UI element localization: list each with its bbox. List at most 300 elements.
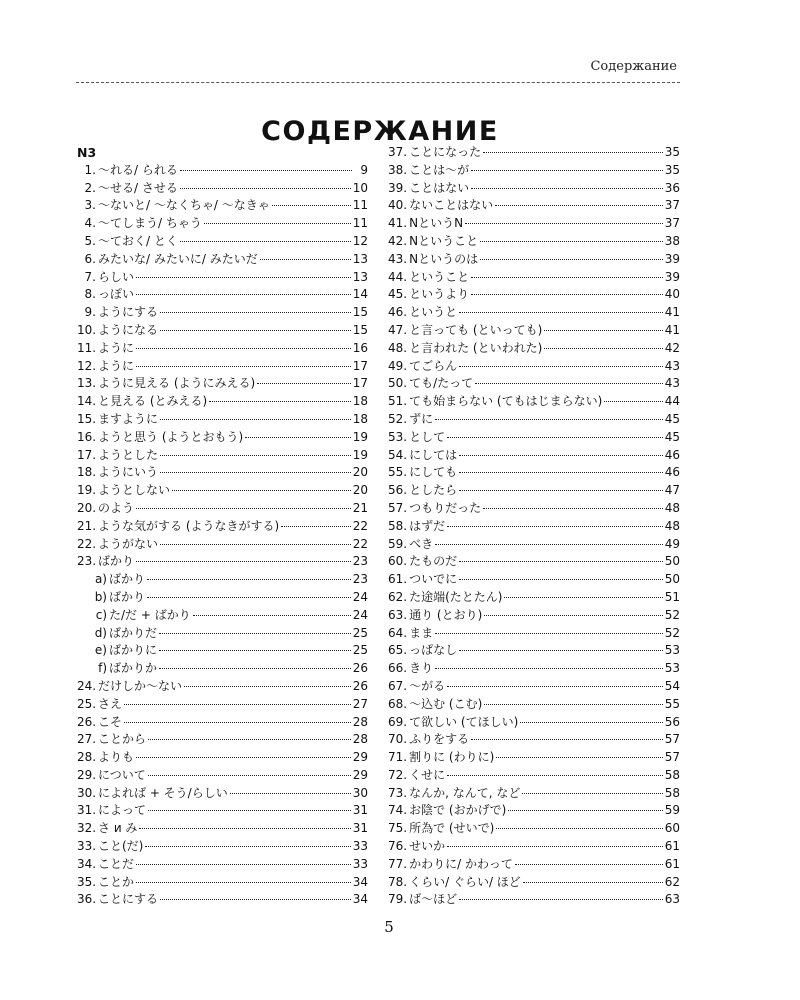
toc-subentry (77, 589, 368, 607)
entry-page: 11 (352, 216, 368, 231)
dot-leader (184, 686, 351, 687)
dot-leader (435, 668, 663, 669)
toc-left-column (77, 144, 368, 909)
dot-leader (257, 383, 351, 384)
entry-page: 25 (352, 643, 368, 658)
entry-title: ても始まらない (てもはじまらない) (409, 394, 603, 409)
dot-leader (435, 544, 663, 545)
dot-leader (160, 472, 351, 473)
dot-leader (148, 775, 351, 776)
dot-leader (459, 490, 663, 491)
toc-entry (77, 464, 368, 482)
entry-page: 46 (664, 465, 680, 480)
toc-entry (77, 785, 368, 803)
entry-number: 64. (388, 625, 408, 640)
toc-entry (388, 874, 680, 892)
toc-entry (77, 269, 368, 287)
entry-page: 29 (352, 767, 368, 782)
entry-title: NというN (409, 216, 464, 231)
entry-page: 29 (352, 750, 368, 765)
entry-page: 19 (352, 429, 368, 444)
dot-leader (180, 241, 351, 242)
dot-leader (159, 668, 351, 669)
entry-page: 52 (664, 625, 680, 640)
dot-leader (136, 561, 351, 562)
toc-entry (388, 714, 680, 732)
toc-entry (388, 358, 680, 376)
entry-number: 26. (77, 714, 97, 729)
entry-page: 44 (664, 394, 680, 409)
entry-page: 41 (664, 305, 680, 320)
dot-leader (447, 686, 663, 687)
entry-title: べき (409, 536, 434, 551)
entry-title: について (98, 767, 146, 782)
dot-leader (136, 508, 351, 509)
entry-title: 所為で (せいで) (409, 821, 495, 836)
entry-number: 45. (388, 287, 408, 302)
entry-number: 63. (388, 607, 408, 622)
toc-entry (77, 429, 368, 447)
toc-entry (77, 891, 368, 909)
entry-number: 38. (388, 162, 408, 177)
entry-title: 〜がる (409, 678, 446, 693)
entry-page: 41 (664, 322, 680, 337)
entry-page: 59 (664, 803, 680, 818)
section-label: N3 (77, 145, 97, 160)
entry-page: 37 (664, 198, 680, 213)
entry-number: 3. (84, 198, 96, 213)
entry-page: 28 (352, 714, 368, 729)
dot-leader (136, 864, 351, 865)
toc-entry (77, 749, 368, 767)
entry-page: 46 (664, 447, 680, 462)
entry-page: 30 (352, 785, 368, 800)
entry-number: 28. (77, 750, 97, 765)
entry-page: 34 (352, 892, 368, 907)
toc-entry (388, 375, 680, 393)
toc-entry (388, 411, 680, 429)
entry-number: 44. (388, 269, 408, 284)
entry-number: 75. (388, 821, 408, 836)
toc-entry (388, 447, 680, 465)
toc-entry (77, 322, 368, 340)
entry-number: 67. (388, 678, 408, 693)
entry-title: こそ (98, 714, 123, 729)
entry-title: ことにする (98, 892, 159, 907)
toc-entry (388, 891, 680, 909)
entry-page: 49 (664, 536, 680, 551)
entry-number: 30. (77, 785, 97, 800)
entry-number: 42. (388, 233, 408, 248)
dot-leader (180, 188, 351, 189)
entry-page: 28 (352, 732, 368, 747)
dot-leader (160, 899, 351, 900)
entry-page: 23 (352, 572, 368, 587)
toc-entry (388, 536, 680, 554)
entry-title: ふりをする (409, 732, 470, 747)
entry-number: b) (94, 589, 107, 604)
entry-number: 41. (388, 216, 408, 231)
dot-leader (435, 633, 663, 634)
dot-leader (136, 294, 351, 295)
entry-number: 48. (388, 340, 408, 355)
toc-entry (77, 874, 368, 892)
dot-leader (160, 419, 351, 420)
toc-entry (388, 625, 680, 643)
entry-number: 47. (388, 322, 408, 337)
dot-leader (480, 241, 663, 242)
entry-page: 45 (664, 411, 680, 426)
toc-list-right (388, 144, 680, 909)
entry-title: ばかり (109, 572, 146, 587)
entry-page: 50 (664, 554, 680, 569)
toc-entry (77, 162, 368, 180)
toc-entry (77, 714, 368, 732)
dot-leader (230, 793, 351, 794)
dot-leader (136, 277, 351, 278)
entry-number: 9. (84, 305, 96, 320)
dot-leader (281, 526, 351, 527)
dot-leader (604, 401, 662, 402)
entry-number: 11. (77, 340, 97, 355)
entry-number: 43. (388, 251, 408, 266)
toc-entry (388, 322, 680, 340)
entry-page: 58 (664, 785, 680, 800)
dot-leader (523, 882, 663, 883)
entry-title: というと (409, 305, 458, 320)
entry-page: 17 (352, 376, 368, 391)
entry-number: 37. (388, 145, 408, 159)
entry-page: 53 (664, 643, 680, 658)
entry-page: 58 (664, 767, 680, 782)
toc-subentry (77, 660, 368, 678)
toc-entry (388, 251, 680, 269)
entry-page: 31 (352, 821, 368, 836)
entry-number: 52. (388, 411, 408, 426)
entry-number: 12. (77, 358, 97, 373)
entry-title: くらい/ ぐらい/ ほど (409, 874, 521, 889)
entry-title: ことか (98, 874, 135, 889)
entry-page: 16 (352, 340, 368, 355)
entry-number: a) (94, 572, 107, 587)
toc-entry (388, 660, 680, 678)
entry-page: 48 (664, 518, 680, 533)
entry-page: 13 (352, 251, 368, 266)
toc-entry (77, 304, 368, 322)
entry-title: にしても (409, 465, 458, 480)
entry-number: 59. (388, 536, 408, 551)
dot-leader (159, 633, 351, 634)
toc-entry (77, 411, 368, 429)
entry-title: ばかり (109, 589, 146, 604)
entry-page: 56 (664, 714, 680, 729)
entry-number: 6. (84, 251, 96, 266)
toc-list-left (77, 162, 368, 909)
toc-subentry (77, 607, 368, 625)
entry-page: 42 (664, 340, 680, 355)
entry-title: というより (409, 287, 470, 302)
entry-title: ようがない (98, 536, 159, 551)
dot-leader (180, 170, 352, 171)
entry-page: 57 (664, 750, 680, 765)
toc-entry (388, 482, 680, 500)
entry-title: お陰で (おかげで) (409, 803, 507, 818)
entry-page: 9 (360, 162, 368, 177)
entry-number: 8. (84, 287, 96, 302)
entry-title: ことはない (409, 180, 470, 195)
entry-number: e) (94, 643, 107, 658)
toc-entry (77, 802, 368, 820)
toc-entry (388, 393, 680, 411)
toc-entry (388, 180, 680, 198)
entry-title: さえ (98, 696, 123, 711)
entry-page: 40 (664, 287, 680, 302)
entry-number: 32. (77, 821, 97, 836)
entry-page: 27 (352, 696, 368, 711)
entry-title: ように (98, 340, 135, 355)
entry-title: てごらん (409, 358, 458, 373)
entry-title: 〜込む (こむ) (409, 696, 483, 711)
toc-entry (388, 162, 680, 180)
entry-title: としたら (409, 483, 458, 498)
entry-number: 66. (388, 661, 408, 676)
entry-page: 53 (664, 661, 680, 676)
toc-subentry (77, 571, 368, 589)
entry-title: 〜ないと/ 〜なくちゃ/ 〜なきゃ (98, 198, 270, 213)
entry-number: 69. (388, 714, 408, 729)
dot-leader (124, 722, 351, 723)
entry-title: 〜せる/ させる (98, 180, 178, 195)
entry-page: 15 (352, 305, 368, 320)
toc-entry (77, 553, 368, 571)
toc-entry (77, 536, 368, 554)
entry-number: 34. (77, 856, 97, 871)
entry-title: ことは〜が (409, 162, 470, 177)
entry-title: 〜れる/ られる (98, 162, 178, 177)
entry-page: 61 (664, 856, 680, 871)
entry-number: 33. (77, 839, 97, 854)
entry-page: 61 (664, 839, 680, 854)
entry-title: ということ (409, 269, 470, 284)
entry-title: ばかりに (109, 643, 158, 658)
entry-title: ようと思う (ようとおもう) (98, 429, 244, 444)
toc-entry (77, 393, 368, 411)
entry-title: ばかり (98, 554, 135, 569)
dot-leader (522, 793, 662, 794)
toc-entry (388, 518, 680, 536)
entry-title: ことになった (409, 145, 482, 159)
entry-title: みたいな/ みたいに/ みたいだ (98, 251, 258, 266)
entry-number: 20. (77, 500, 97, 515)
dot-leader (520, 722, 662, 723)
toc-entry (77, 856, 368, 874)
entry-page: 43 (664, 358, 680, 373)
entry-title: によれば + そう/らしい (98, 785, 228, 800)
dot-leader (459, 579, 663, 580)
toc-entry (388, 589, 680, 607)
dot-leader (136, 757, 351, 758)
entry-page: 36 (664, 180, 680, 195)
entry-title: ずに (409, 411, 434, 426)
entry-title: くせに (409, 767, 446, 782)
entry-number: 68. (388, 696, 408, 711)
entry-page: 18 (352, 394, 368, 409)
entry-number: 7. (84, 269, 96, 284)
dot-leader (447, 775, 663, 776)
entry-title: ないことはない (409, 198, 494, 213)
dot-leader (459, 455, 663, 456)
entry-title: せいか (409, 839, 446, 854)
entry-number: 29. (77, 767, 97, 782)
dot-leader (272, 205, 351, 206)
dot-leader (483, 152, 663, 153)
dot-leader (145, 846, 350, 847)
dot-leader (193, 615, 351, 616)
entry-title: Nということ (409, 233, 479, 248)
entry-number: 27. (77, 732, 97, 747)
entry-title: ばかりだ (109, 625, 158, 640)
toc-right-column (388, 144, 680, 909)
entry-page: 31 (352, 803, 368, 818)
page-number: 5 (384, 918, 394, 936)
dot-leader (136, 366, 351, 367)
entry-title: らしい (98, 269, 135, 284)
entry-number: 51. (388, 394, 408, 409)
entry-title: まま (409, 625, 434, 640)
entry-title: ことから (98, 732, 147, 747)
toc-entry (388, 802, 680, 820)
entry-page: 22 (352, 518, 368, 533)
dot-leader (471, 170, 663, 171)
dot-leader (471, 277, 663, 278)
entry-number: 40. (388, 198, 408, 213)
toc-entry (388, 767, 680, 785)
dot-leader (160, 455, 351, 456)
entry-number: 76. (388, 839, 408, 854)
entry-number: 62. (388, 589, 408, 604)
entry-number: 46. (388, 305, 408, 320)
entry-page: 39 (664, 251, 680, 266)
dot-leader (495, 205, 663, 206)
dot-leader (447, 437, 663, 438)
entry-title: によって (98, 803, 147, 818)
entry-title: 割りに (わりに) (409, 750, 495, 765)
dot-leader (172, 490, 351, 491)
entry-number: f) (98, 661, 107, 676)
toc-entry (388, 696, 680, 714)
toc-entry (388, 838, 680, 856)
entry-page: 15 (352, 322, 368, 337)
entry-page: 18 (352, 411, 368, 426)
entry-title: ついでに (409, 572, 458, 587)
entry-number: 35. (77, 874, 97, 889)
dot-leader (459, 312, 663, 313)
toc-entry (388, 678, 680, 696)
toc-entry (77, 197, 368, 215)
toc-subentry (77, 625, 368, 643)
dot-leader (471, 188, 663, 189)
entry-title: ような気がする (ようなきがする) (98, 518, 280, 533)
toc-entry (77, 233, 368, 251)
toc-entry (388, 607, 680, 625)
entry-number: 31. (77, 803, 97, 818)
dot-leader (160, 544, 351, 545)
toc-entry (388, 197, 680, 215)
dot-leader (515, 864, 663, 865)
toc-entry (77, 375, 368, 393)
entry-page: 43 (664, 376, 680, 391)
entry-page: 22 (352, 536, 368, 551)
entry-title: と言われた (といわれた) (409, 340, 543, 355)
entry-title: なんか, なんて, など (409, 785, 521, 800)
dot-leader (496, 757, 662, 758)
toc-entry (388, 429, 680, 447)
entry-page: 14 (352, 287, 368, 302)
toc-entry (388, 820, 680, 838)
entry-page: 47 (664, 483, 680, 498)
entry-number: 36. (77, 892, 97, 907)
entry-page: 11 (352, 198, 368, 213)
toc-entry (388, 215, 680, 233)
toc-entry (388, 269, 680, 287)
dot-leader (544, 330, 662, 331)
entry-page: 33 (352, 856, 368, 871)
entry-page: 51 (664, 589, 680, 604)
entry-title: にしては (409, 447, 458, 462)
entry-title: こと(だ) (98, 839, 144, 854)
toc-entry (77, 731, 368, 749)
dot-leader (260, 259, 351, 260)
dot-leader (508, 810, 662, 811)
toc-entry (388, 553, 680, 571)
entry-page: 13 (352, 269, 368, 284)
toc-entry (388, 731, 680, 749)
toc-entry (77, 340, 368, 358)
entry-number: 4. (84, 216, 96, 231)
page-title: СОДЕРЖАНИЕ (261, 116, 499, 148)
toc-entry (388, 233, 680, 251)
toc-entry (77, 251, 368, 269)
entry-number: d) (94, 625, 107, 640)
dot-leader (147, 597, 351, 598)
dot-leader (209, 401, 351, 402)
entry-title: ますように (98, 411, 159, 426)
entry-title: よりも (98, 750, 135, 765)
dot-leader (504, 597, 662, 598)
entry-title: ようとした (98, 447, 159, 462)
entry-number: 73. (388, 785, 408, 800)
dot-leader (496, 828, 662, 829)
entry-page: 54 (664, 678, 680, 693)
toc-entry (388, 642, 680, 660)
entry-title: ようになる (98, 322, 159, 337)
entry-title: て欲しい (てほしい) (409, 714, 519, 729)
dot-leader (471, 294, 663, 295)
entry-page: 35 (664, 145, 680, 159)
entry-number: 10. (77, 322, 97, 337)
toc-entry (388, 500, 680, 518)
entry-page: 33 (352, 839, 368, 854)
entry-number: 16. (77, 429, 97, 444)
entry-title: ようにする (98, 305, 159, 320)
entry-number: 15. (77, 411, 97, 426)
entry-number: 78. (388, 874, 408, 889)
dot-leader (459, 561, 663, 562)
entry-title: きり (409, 661, 434, 676)
entry-title: ばかりか (109, 661, 158, 676)
dot-leader (204, 223, 351, 224)
entry-number: 13. (77, 376, 97, 391)
